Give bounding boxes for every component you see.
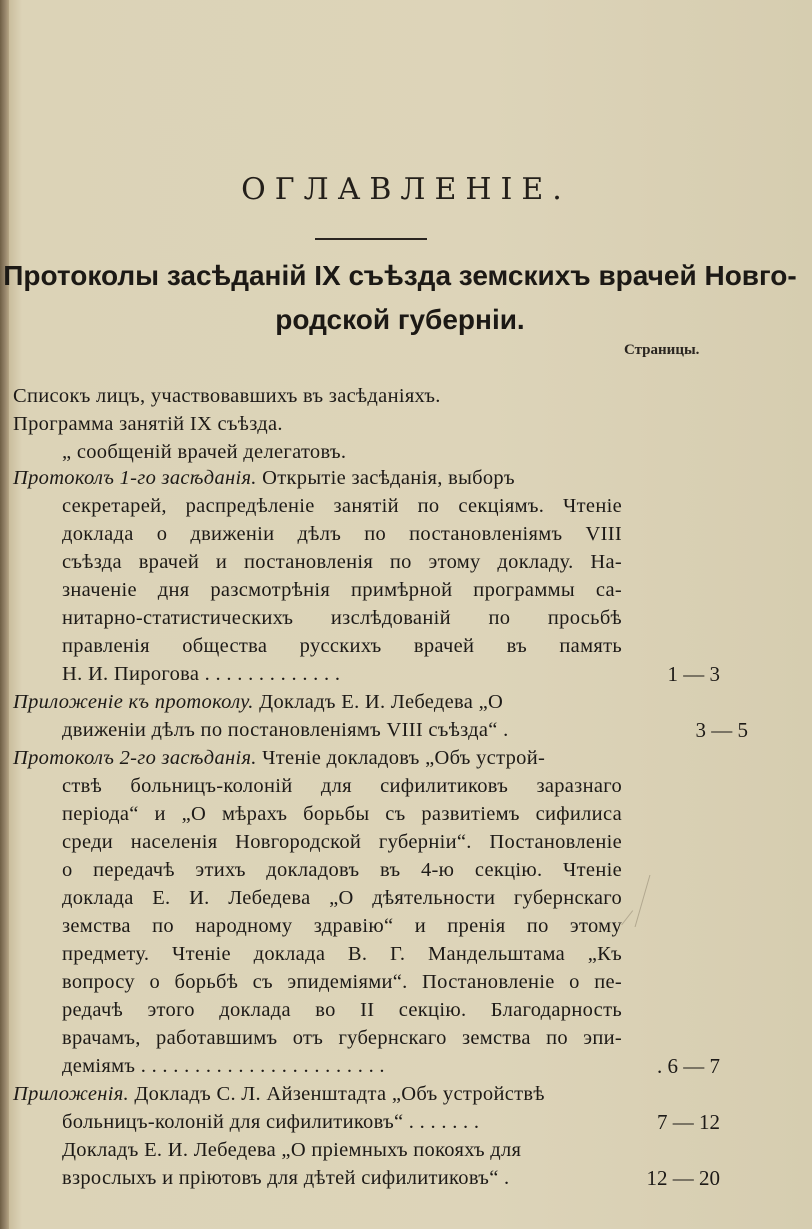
pages-column-header: Страницы. bbox=[624, 342, 700, 358]
protocol-1-line-5: значеніе дня разсмотрѣнія примѣрной программы са- bbox=[62, 579, 622, 601]
appendix-3-line-1: Докладъ Е. И. Лебедева „О пріемныхъ покояхъ для bbox=[62, 1139, 522, 1161]
toc-entry-participants: Списокъ лицъ, участвовавшихъ въ засѣданіяхъ. bbox=[13, 385, 441, 407]
appendices-line-2: больницъ-колоній для сифилитиковъ“ . . . . . . . bbox=[62, 1111, 480, 1133]
protocol-2-line-1: Чтеніе докладовъ „Объ устрой- bbox=[262, 747, 546, 769]
protocol-1-line-4: съѣзда врачей и постановленія по этому докладу. На- bbox=[62, 551, 622, 573]
toc-entry-appendix-1 bbox=[13, 688, 503, 716]
toc-entry-program: Программа занятій IX съѣзда. bbox=[13, 413, 283, 435]
appendix-3-pages: 12 — 20 bbox=[646, 1166, 720, 1190]
protocol-2-line-4: среди населенія Новгородской губерніи“. Постановленіе bbox=[62, 831, 622, 853]
toc-entry-protocol-1 bbox=[13, 464, 515, 492]
protocol-2-line-11: врачамъ, работавшимъ отъ губернскаго земства по эпи- bbox=[62, 1027, 622, 1049]
toc-entry-appendices bbox=[13, 1080, 545, 1108]
protocol-2-line-9: вопросу о борьбѣ съ эпидеміями“. Постановленіе о пе- bbox=[62, 971, 622, 993]
protocol-2-line-8: предмету. Чтеніе доклада В. Г. Мандельштама „Къ bbox=[62, 943, 622, 965]
protocol-2-label: Протоколъ 2-го засѣданія. bbox=[13, 747, 257, 769]
section-heading-line-2: родской губерніи. bbox=[275, 304, 525, 335]
section-heading bbox=[0, 254, 800, 342]
appendices-line-1: Докладъ С. Л. Айзенштадта „Объ устройствѣ bbox=[134, 1083, 545, 1105]
protocol-1-line-3: доклада о движеніи дѣлъ по постановленіямъ VIII bbox=[62, 523, 622, 545]
appendix-1-line-2: движеніи дѣлъ по постановленіямъ VIII съѣзда“ . bbox=[62, 719, 509, 741]
protocol-1-line-6: нитарно-статистическихъ изслѣдованій по просьбѣ bbox=[62, 607, 622, 629]
protocol-2-line-5: о передачѣ этихъ докладовъ въ 4-ю секцію. Чтеніе bbox=[62, 859, 622, 881]
protocol-1-line-7: правленія общества русскихъ врачей въ память bbox=[62, 635, 622, 657]
protocol-2-pages: . 6 — 7 bbox=[657, 1054, 720, 1078]
protocol-2-line-6: доклада Е. И. Лебедева „О дѣятельности губернскаго bbox=[62, 887, 622, 909]
appendix-1-label: Приложеніе къ протоколу. bbox=[13, 691, 254, 713]
protocol-2-line-3: періода“ и „О мѣрахъ борьбы съ развитіемъ сифилиса bbox=[62, 803, 622, 825]
toc-entry-reports: „ сообщеній врачей делегатовъ. bbox=[62, 441, 347, 463]
protocol-1-label: Протоколъ 1-го засѣданія. bbox=[13, 467, 257, 489]
protocol-2-line-12: деміямъ . . . . . . . . . . . . . . . . . . . . . . . bbox=[62, 1055, 385, 1077]
appendix-3-line-2: взрослыхъ и пріютовъ для дѣтей сифилитиковъ“ . bbox=[62, 1167, 510, 1189]
page-title: ОГЛАВЛЕНІЕ. bbox=[241, 172, 571, 207]
protocol-2-line-2: ствѣ больницъ-колоній для сифилитиковъ заразнаго bbox=[62, 775, 622, 797]
section-heading-line-1: Протоколы засѣданій IX съѣзда земскихъ врачей Новго- bbox=[3, 260, 797, 291]
protocol-2-line-10: редачѣ этого доклада во II секцію. Благодарность bbox=[62, 999, 622, 1021]
appendices-label: Приложенія. bbox=[13, 1083, 129, 1105]
appendix-1-line-1: Докладъ Е. И. Лебедева „О bbox=[259, 691, 504, 713]
protocol-1-line-1: Открытіе засѣданія, выборъ bbox=[262, 467, 515, 489]
toc-entry-protocol-2 bbox=[13, 744, 545, 772]
protocol-2-line-7: земства по народному здравію“ и пренія по этому bbox=[62, 915, 622, 937]
title-divider bbox=[315, 238, 427, 240]
protocol-1-line-8: Н. И. Пирогова . . . . . . . . . . . . . bbox=[62, 663, 341, 685]
protocol-1-pages: 1 — 3 bbox=[667, 662, 720, 686]
appendix-1-pages: 3 — 5 bbox=[695, 718, 748, 742]
protocol-1-line-2: секретарей, распредѣленіе занятій по секціямъ. Чтеніе bbox=[62, 495, 622, 517]
appendices-pages: 7 — 12 bbox=[657, 1110, 720, 1134]
